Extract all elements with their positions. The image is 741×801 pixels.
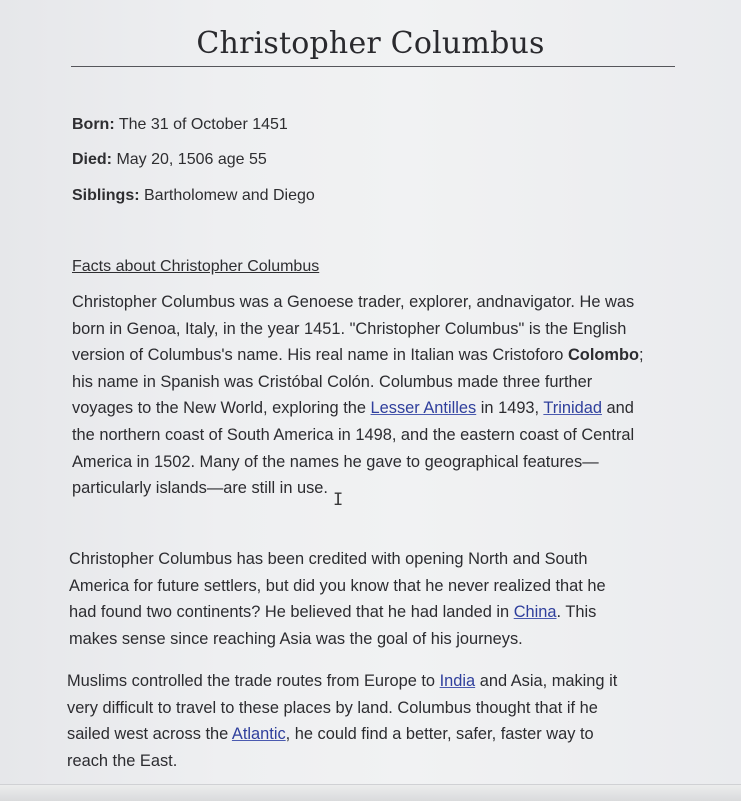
link-india[interactable]: India (439, 672, 476, 690)
page-bottom-edge (0, 784, 741, 801)
siblings-label: Siblings: (72, 187, 140, 204)
para2-text: . This (556, 603, 597, 622)
paragraph-2 (69, 546, 606, 652)
para1-text: voyages to the New World, exploring the (72, 399, 371, 418)
born-value: The 31 of October 1451 (114, 116, 288, 133)
document-title: Christopher Columbus (196, 26, 545, 61)
para2-line: Christopher Columbus has been credited with opening North and South (69, 550, 588, 568)
title-underline-rule (71, 66, 675, 67)
para1-line: his name in Spanish was Cristóbal Colón. Columbus made three further (72, 372, 593, 391)
para1-text: and (601, 399, 634, 418)
colombo-bold: Colombo (567, 346, 639, 365)
link-china[interactable]: China (513, 603, 557, 622)
para3-line (67, 721, 617, 748)
para3-line (67, 668, 617, 695)
para3-text: sailed west across the (67, 725, 232, 744)
facts-heading: Facts about Christopher Columbus (72, 258, 320, 275)
para1-text: ; (638, 346, 644, 365)
para1-line (72, 395, 644, 422)
para1-line: Christopher Columbus was a Genoese trader, explorer, andnavigator. He was (72, 293, 635, 311)
para3-line: very difficult to travel to these places by land. Columbus thought that if he (67, 698, 598, 717)
para1-line: America in 1502. Many of the names he gave to geographical features— (72, 452, 599, 471)
paragraph-1 (72, 289, 644, 502)
link-trinidad[interactable]: Trinidad (543, 399, 602, 418)
died-value: May 20, 1506 age 55 (112, 151, 267, 168)
died-label: Died: (72, 151, 112, 168)
para2-line (69, 599, 606, 626)
siblings-line (72, 187, 315, 205)
para2-line: makes sense since reaching Asia was the goal of his journeys. (69, 629, 523, 648)
para1-text: version of Columbus's name. His real name in Italian was Cristoforo (72, 346, 568, 365)
para1-text: in 1493, (476, 399, 544, 418)
para1-line: born in Genoa, Italy, in the year 1451. "Christopher Columbus" is the English (72, 319, 627, 338)
died-line (72, 151, 267, 169)
para3-line: reach the East. (67, 751, 178, 770)
siblings-value: Bartholomew and Diego (139, 187, 315, 204)
para3-text: , he could find a better, safer, faster way to (285, 725, 594, 744)
text-cursor-icon: I (333, 490, 344, 510)
para1-line: particularly islands—are still in use. (72, 479, 328, 498)
paragraph-3 (67, 668, 617, 774)
para1-line (72, 342, 644, 369)
para3-text: Muslims controlled the trade routes from Europe to (67, 672, 440, 690)
born-line (72, 116, 288, 134)
para2-line: America for future settlers, but did you know that he never realized that he (69, 576, 606, 595)
para2-text: had found two continents? He believed that he had landed in (69, 603, 514, 622)
para3-text: and Asia, making it (475, 672, 618, 690)
born-label: Born: (72, 116, 115, 133)
link-atlantic[interactable]: Atlantic (231, 725, 286, 744)
link-lesser-antilles[interactable]: Lesser Antilles (370, 399, 477, 418)
para1-line: the northern coast of South America in 1498, and the eastern coast of Central (72, 425, 635, 444)
